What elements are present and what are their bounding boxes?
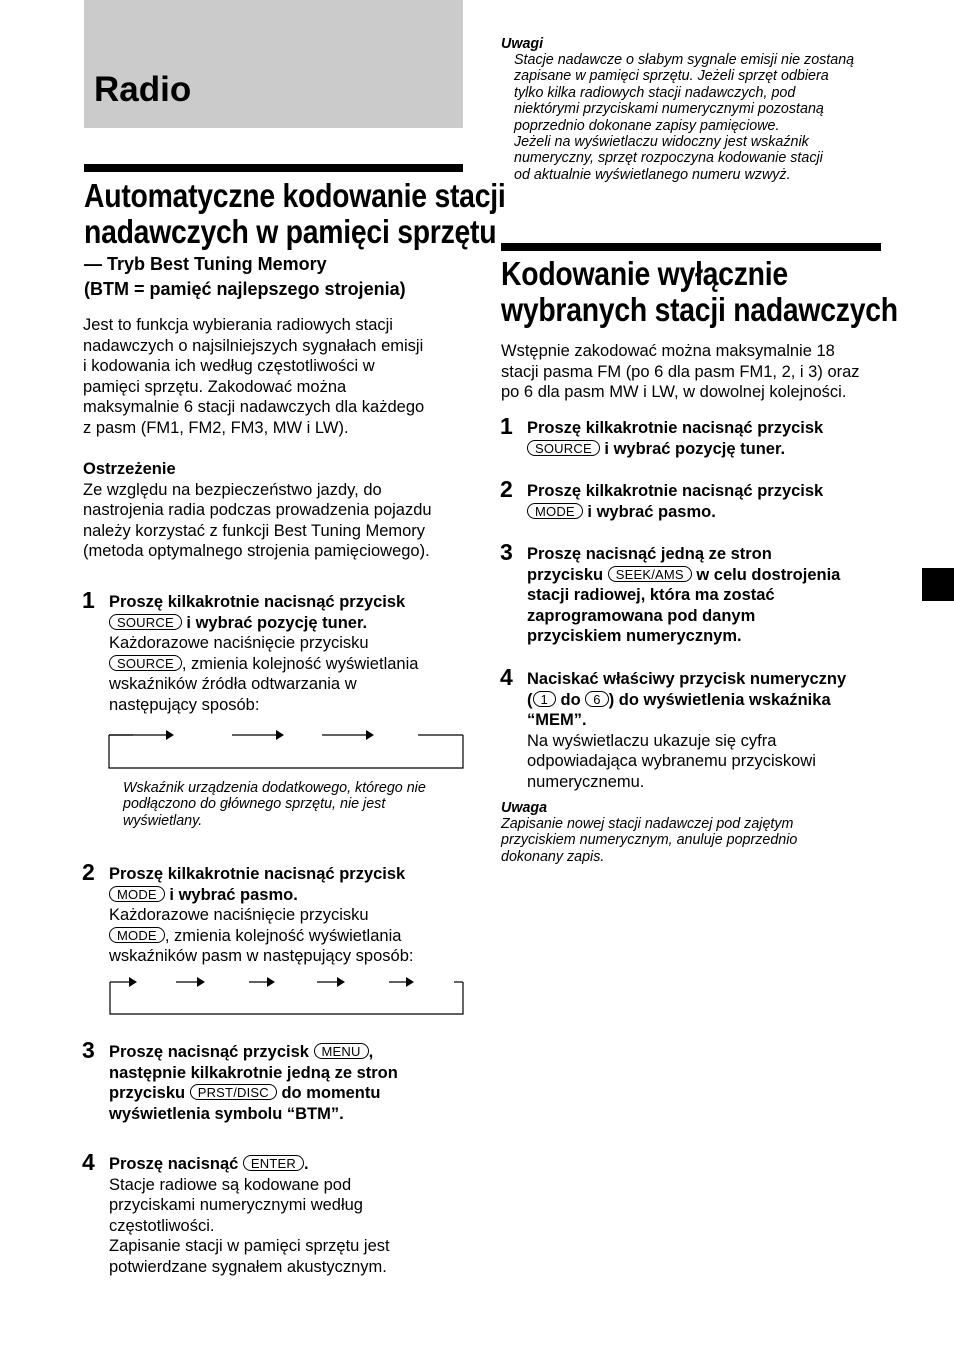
step-4 (109, 1154, 469, 1277)
prst-disc-button: PRST/DISC (190, 1084, 277, 1100)
note-block (501, 800, 797, 865)
step-instruction: następnie kilkakrotnie jedną ze stron (109, 1063, 398, 1082)
step-instruction: i wybrać pozycję tuner. (181, 613, 368, 632)
step-instruction: i wybrać pasmo. (164, 885, 298, 904)
text-line: po 6 dla pasm MW i LW, w dowolnej kolejności. (501, 383, 847, 401)
step-number: 1 (82, 587, 95, 613)
step-instruction: i wybrać pozycję tuner. (599, 439, 786, 458)
step-instruction: w celu dostrojenia (691, 565, 841, 584)
step-text: przyciskami numerycznymi według (109, 1196, 363, 1214)
subheading-line: — Tryb Best Tuning Memory (84, 254, 327, 274)
seek-ams-button: SEEK/AMS (608, 566, 692, 582)
note-line: tylko kilka radiowych stacji nadawczych, pod (514, 84, 796, 101)
notes-block (501, 36, 854, 183)
intro-paragraph (501, 341, 860, 403)
step-1 (527, 418, 887, 459)
step-text: Każdorazowe naciśnięcie przycisku (109, 634, 369, 652)
source-sequence-diagram (108, 726, 465, 770)
step-3 (527, 544, 887, 647)
text-line: i kodowania ich według częstotliwości w (83, 357, 375, 375)
heading-line: nadawczych w pamięci sprzętu (84, 213, 497, 250)
step-number: 4 (500, 664, 513, 690)
text-line: pamięci sprzętu. Zakodować można (83, 377, 347, 396)
step-instruction: Proszę kilkakrotnie nacisnąć przycisk (109, 593, 406, 611)
step-number: 4 (82, 1149, 95, 1175)
step-instruction: przyciskiem numerycznym. (527, 627, 742, 645)
note-line: numeryczny, sprzęt rozpoczyna kodowanie stacji (514, 150, 823, 167)
step-instruction: Proszę nacisnąć przycisk (109, 1043, 314, 1061)
step-instruction: zaprogramowana pod danym (527, 606, 756, 625)
notes-title: Uwagi (501, 36, 544, 52)
source-button: SOURCE (109, 655, 182, 671)
left-heading (84, 178, 574, 250)
right-heading (501, 256, 954, 328)
step-text: potwierdzane sygnałem akustycznym. (109, 1257, 387, 1276)
step-4 (527, 669, 897, 792)
note-line: podłączono do głównego sprzętu, nie jest (123, 796, 386, 813)
step-instruction: “MEM”. (527, 711, 587, 729)
step-instruction: Proszę nacisnąć jedną ze stron (527, 545, 772, 563)
text-line: (metoda optymalnego strojenia pamięciowego). (83, 542, 430, 560)
text-line: Jest to funkcja wybierania radiowych stacji (83, 316, 393, 334)
step-2 (527, 481, 887, 522)
note-line: poprzednio dokonane zapisy pamięciowe. (514, 117, 780, 134)
step-instruction: Naciskać właściwy przycisk numeryczny (527, 670, 847, 688)
preset-6-button: 6 (585, 691, 608, 707)
step-text: następujący sposób: (109, 695, 260, 714)
step-number: 3 (82, 1037, 95, 1063)
left-subheading (84, 252, 406, 302)
step-instruction: wyświetlenia symbolu “BTM”. (109, 1104, 344, 1123)
band-sequence-diagram (108, 972, 465, 1016)
step-text: Zapisanie stacji w pamięci sprzętu jest (109, 1237, 390, 1255)
note-line: Zapisanie nowej stacji nadawczej pod zajętym (501, 816, 794, 832)
step-number: 2 (500, 476, 513, 502)
note-line: przyciskiem numerycznym, anuluje poprzednio (501, 832, 798, 849)
step-text: wskaźników pasm w następujący sposób: (109, 947, 414, 965)
note-line: Jeżeli na wyświetlaczu widoczny jest wskaźnik (514, 134, 809, 151)
step-text: częstotliwości. (109, 1216, 215, 1235)
text-line: Ze względu na bezpieczeństwo jazdy, do (83, 480, 382, 499)
step-text: Na wyświetlaczu ukazuje się cyfra (527, 731, 777, 750)
note-title: Uwaga (501, 800, 548, 816)
step-instruction: i wybrać pasmo. (582, 502, 716, 521)
step-text: numerycznemu. (527, 772, 645, 791)
note-line: Wskaźnik urządzenia dodatkowego, którego nie (123, 780, 426, 796)
text-line: stacji pasma FM (po 6 dla pasm FM1, 2, i 3) oraz (501, 362, 860, 381)
step-2 (109, 864, 469, 967)
step-number: 1 (500, 413, 513, 439)
note-line: niektórymi przyciskami numerycznymi pozostaną (514, 101, 824, 118)
step-instruction: Proszę nacisnąć (109, 1155, 243, 1173)
text-line: z pasm (FM1, FM2, FM3, MW i LW). (83, 418, 349, 437)
step-instruction: przycisku (527, 565, 608, 584)
warning-block (83, 459, 432, 562)
heading-rule (501, 243, 881, 251)
source-button: SOURCE (109, 614, 182, 630)
step-instruction: Proszę kilkakrotnie nacisnąć przycisk (527, 482, 824, 500)
step-instruction: Proszę kilkakrotnie nacisnąć przycisk (109, 865, 406, 883)
mode-button: MODE (109, 927, 165, 943)
source-button: SOURCE (527, 440, 600, 456)
note-line: wyświetlany. (123, 812, 203, 829)
step-text: , zmienia kolejność wyświetlania (164, 926, 402, 945)
text-line: należy korzystać z funkcji Best Tuning Memory (83, 521, 426, 540)
page-edge-tab (922, 568, 954, 601)
step-3 (109, 1042, 469, 1124)
heading-line: Automatyczne kodowanie stacji (84, 177, 506, 214)
step-instruction: . (303, 1155, 309, 1173)
step-instruction: do (555, 690, 586, 709)
step-instruction: ( (527, 690, 533, 709)
subheading-line: (BTM = pamięć najlepszego strojenia) (84, 279, 406, 299)
step-instruction: ) do wyświetlenia wskaźnika (608, 690, 831, 709)
text-line: maksymalnie 6 stacji nadawczych dla każdego (83, 398, 425, 416)
section-title: Radio (94, 70, 192, 109)
note-line: dokonany zapis. (501, 848, 605, 865)
text-line: nastrojenia radia podczas prowadzenia pojazdu (83, 501, 432, 519)
step-text: Stacje radiowe są kodowane pod (109, 1175, 352, 1194)
note-line: zapisane w pamięci sprzętu. Jeżeli sprzęt odbiera (514, 68, 829, 85)
step-instruction: do momentu (276, 1084, 381, 1102)
note-line: od aktualnie wyświetlanego numeru wzwyż. (514, 166, 791, 183)
enter-button: ENTER (243, 1155, 304, 1171)
step-text: Każdorazowe naciśnięcie przycisku (109, 906, 369, 924)
step-number: 3 (500, 539, 513, 565)
diagram-footnote (123, 780, 426, 829)
heading-rule (84, 164, 463, 172)
mode-button: MODE (109, 886, 165, 902)
warning-title: Ostrzeżenie (83, 460, 176, 478)
text-line: Wstępnie zakodować można maksymalnie 18 (501, 342, 835, 360)
heading-line: Kodowanie wyłącznie (501, 255, 788, 292)
mode-button: MODE (527, 503, 583, 519)
step-instruction: Proszę kilkakrotnie nacisnąć przycisk (527, 419, 824, 437)
preset-1-button: 1 (533, 691, 556, 707)
step-text: wskaźników źródła odtwarzania w (109, 675, 357, 693)
step-number: 2 (82, 859, 95, 885)
heading-line: wybranych stacji nadawczych (501, 291, 898, 328)
step-instruction: przycisku (109, 1084, 190, 1102)
step-instruction: , (368, 1043, 374, 1061)
text-line: nadawczych o najsilniejszych sygnałach emisji (83, 336, 424, 355)
menu-button: MENU (314, 1043, 369, 1059)
step-instruction: stacji radiowej, która ma zostać (527, 586, 775, 604)
step-text: , zmienia kolejność wyświetlania (181, 654, 419, 673)
note-line: Stacje nadawcze o słabym sygnale emisji nie zostaną (514, 52, 855, 68)
intro-paragraph (83, 315, 424, 438)
step-text: odpowiadająca wybranemu przyciskowi (527, 752, 816, 770)
step-1 (109, 592, 469, 715)
